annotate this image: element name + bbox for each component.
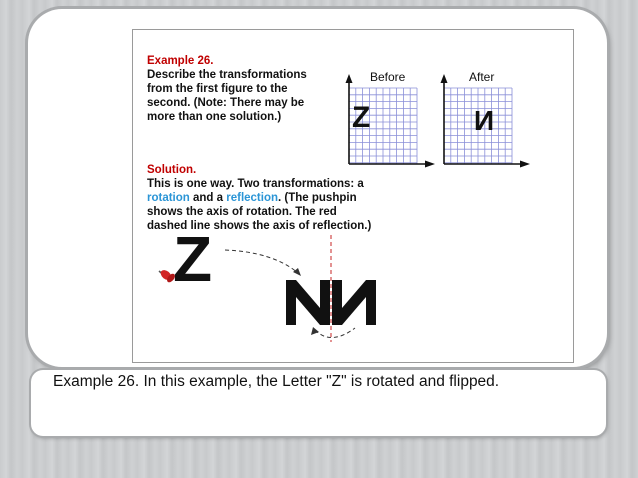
after-letter: N [473,105,495,136]
example-line: from the first figure to the [147,83,288,95]
caption-card [31,370,606,436]
solution-line: shows the axis of rotation. The red [147,206,337,218]
before-letter: Z [352,101,371,134]
solution-line: dashed line shows the axis of reflection.) [147,220,372,232]
solution-line: This is one way. Two transformations: a [147,178,364,190]
reflected-letter [332,280,376,325]
before-label: Before [370,70,406,84]
example-line: second. (Note: There may be [147,97,305,109]
rotation-arrow [225,250,298,273]
slide-card [28,9,607,367]
large-letter: Z [173,223,213,295]
solution-text: . (The pushpin [278,192,357,204]
rotation-term: rotation [147,192,190,204]
transformation-illustration [133,30,573,362]
example-heading: Example 26. [147,55,214,67]
reflection-arrow [315,328,355,338]
solution-heading: Solution. [147,164,197,176]
reflection-term: reflection [226,192,279,204]
example-line: more than one solution.) [147,111,282,123]
slide-image [132,29,574,363]
solution-text: and a [189,192,227,204]
caption-text: Example 26. In this example, the Letter "Z" is rotated and flipped. [53,373,500,390]
after-label: After [469,70,495,84]
example-line: Describe the transformations [147,69,307,81]
rotated-letter [286,280,330,325]
